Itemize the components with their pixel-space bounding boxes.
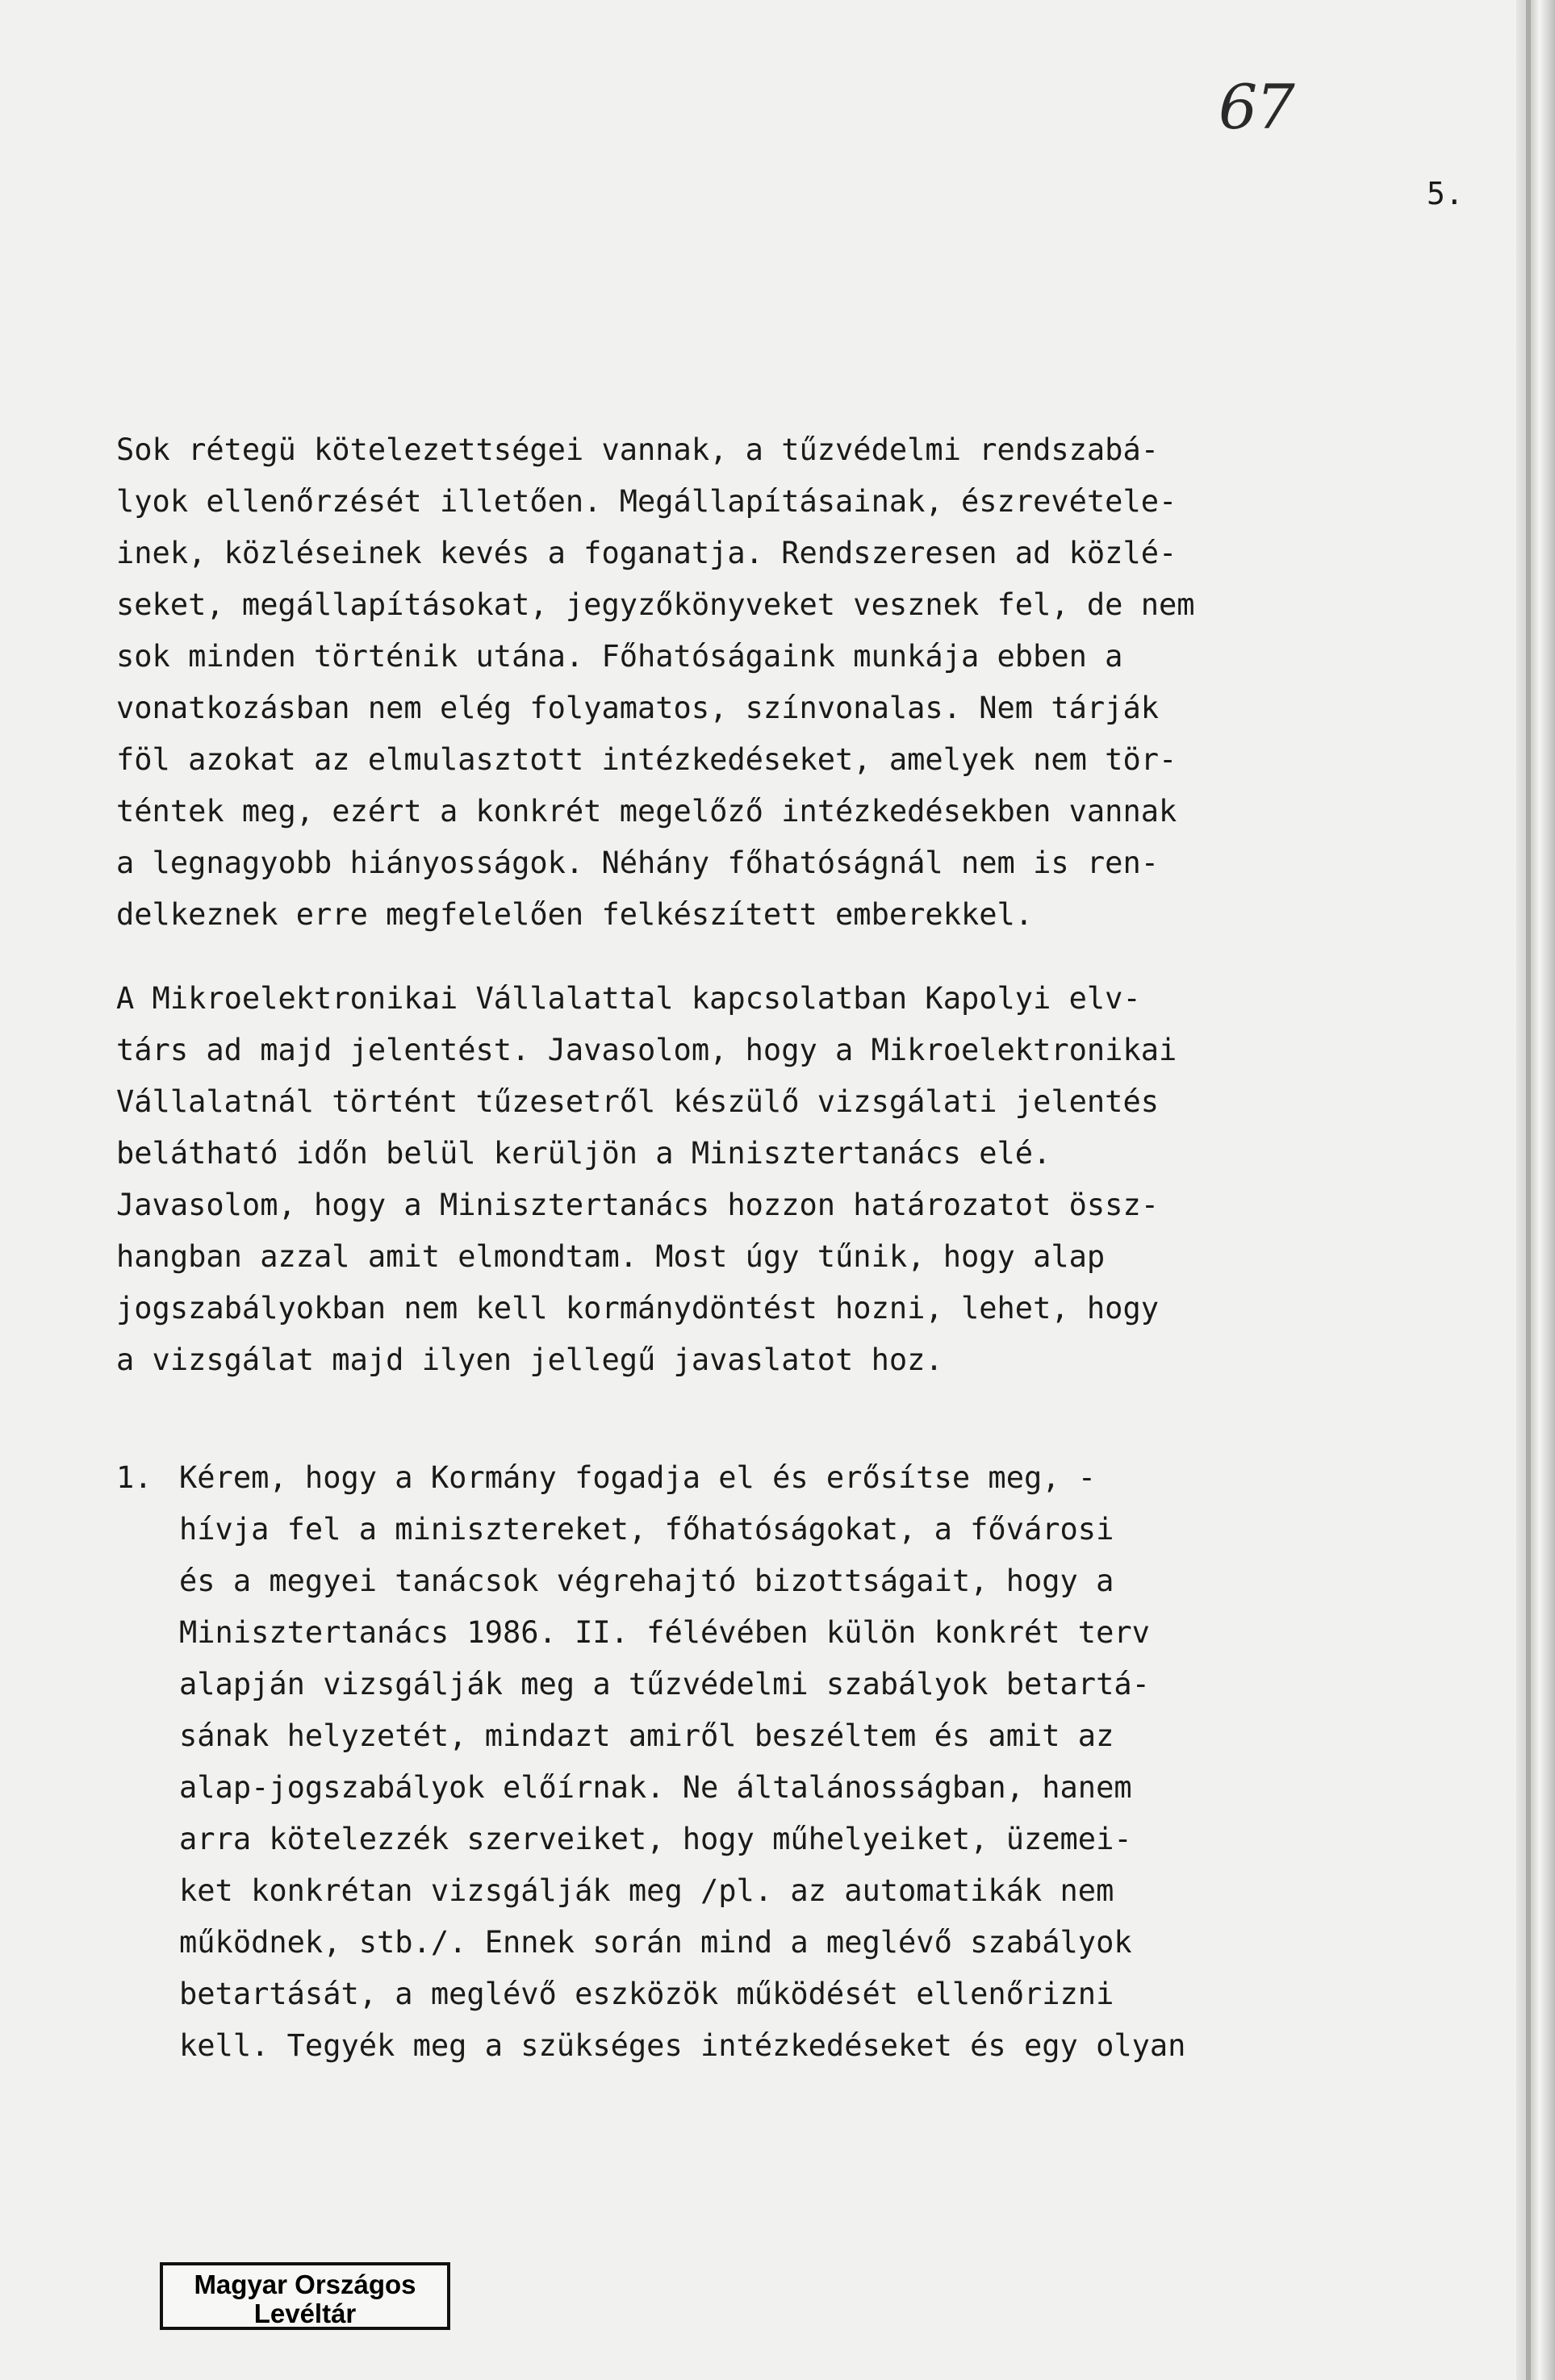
page-number: 5.: [1427, 176, 1464, 211]
archive-stamp: [160, 2262, 450, 2330]
text-line: a vizsgálat majd ilyen jellegű javaslatot hoz.: [116, 1342, 943, 1377]
item-text: [179, 1452, 1438, 2072]
text-line: kell. Tegyék meg a szükséges intézkedéseket és egy olyan: [179, 2028, 1186, 2063]
text-line: jogszabályokban nem kell kormánydöntést hozni, lehet, hogy: [116, 1291, 1160, 1326]
item-number: 1.: [116, 1460, 153, 1495]
paragraph-2: [116, 973, 1440, 1386]
text-line: működnek, stb./. Ennek során mind a meglévő szabályok: [179, 1925, 1132, 1960]
text-line: és a megyei tanácsok végrehajtó bizottságait, hogy a: [179, 1564, 1114, 1598]
text-line: inek, közléseinek kevés a foganatja. Rendszeresen ad közlé-: [116, 536, 1177, 570]
text-line: alapján vizsgálják meg a tűzvédelmi szabályok betartá-: [179, 1667, 1150, 1701]
text-line: Javasolom, hogy a Minisztertanács hozzon határozatot össz-: [116, 1188, 1160, 1222]
text-line: Vállalatnál történt tűzesetről készülő vizsgálati jelentés: [116, 1084, 1160, 1119]
text-line: társ ad majd jelentést. Javasolom, hogy a Mikroelektronikai: [116, 1033, 1177, 1067]
text-line: föl azokat az elmulasztott intézkedéseket, amelyek nem tör-: [116, 742, 1177, 777]
text-line: A Mikroelektronikai Vállalattal kapcsolatban Kapolyi elv-: [116, 981, 1141, 1016]
text-line: Sok rétegü kötelezettségei vannak, a tűzvédelmi rendszabá-: [116, 432, 1160, 467]
text-line: hívja fel a minisztereket, főhatóságokat, a fővárosi: [179, 1512, 1114, 1547]
text-line: sok minden történik utána. Főhatóságaink munkája ebben a: [116, 639, 1123, 674]
text-line: Kérem, hogy a Kormány fogadja el és erősítse meg, -: [179, 1460, 1097, 1495]
text-line: sának helyzetét, mindazt amiről beszéltem és amit az: [179, 1718, 1114, 1753]
text-line: betartását, a meglévő eszközök működését ellenőrizni: [179, 1977, 1114, 2011]
text-line: ket konkrétan vizsgálják meg /pl. az automatikák nem: [179, 1873, 1114, 1908]
stamp-line-2: Levéltár: [253, 2299, 357, 2328]
text-line: delkeznek erre megfelelően felkészített emberekkel.: [116, 897, 1034, 932]
text-line: belátható időn belül kerüljön a Minisztertanács elé.: [116, 1136, 1051, 1171]
handwritten-folio: 67: [1219, 71, 1294, 143]
paragraph-1: [116, 424, 1440, 941]
text-line: a legnagyobb hiányosságok. Néhány főhatóságnál nem is ren-: [116, 846, 1160, 880]
text-line: hangban azzal amit elmondtam. Most úgy tűnik, hogy alap: [116, 1239, 1106, 1274]
body-text: [116, 424, 1440, 1386]
text-line: téntek meg, ezért a konkrét megelőző intézkedésekben vannak: [116, 794, 1177, 829]
text-line: vonatkozásban nem elég folyamatos, színvonalas. Nem tárják: [116, 691, 1160, 725]
page-edge-line: [1526, 0, 1531, 2380]
text-line: arra kötelezzék szerveiket, hogy műhelyeiket, üzemei-: [179, 1822, 1132, 1856]
stamp-line-1: Magyar Országos: [194, 2269, 416, 2299]
text-line: lyok ellenőrzését illetően. Megállapításainak, észrevétele-: [116, 484, 1177, 519]
page-edge: [1516, 0, 1555, 2380]
text-line: Minisztertanács 1986. II. félévében külön konkrét terv: [179, 1615, 1150, 1650]
text-line: seket, megállapításokat, jegyzőkönyveket vesznek fel, de nem: [116, 587, 1195, 622]
text-line: alap-jogszabályok előírnak. Ne általánosságban, hanem: [179, 1770, 1132, 1805]
